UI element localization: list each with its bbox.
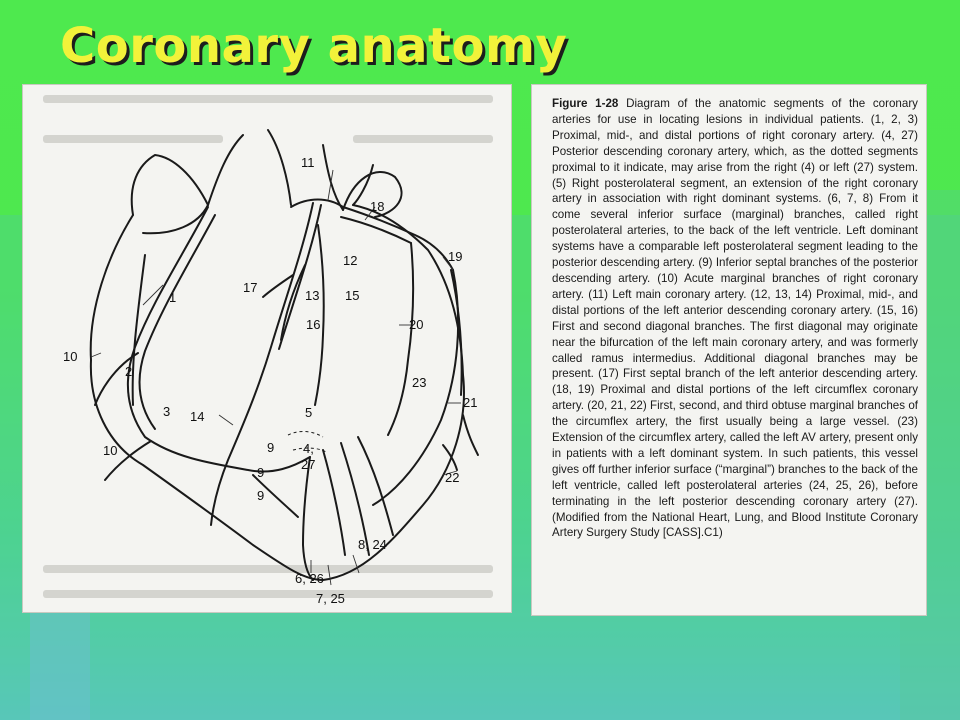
vessel-contour-right (463, 415, 478, 455)
first-diagonal (315, 225, 324, 405)
label-19: 19 (448, 249, 463, 264)
figure-caption (552, 96, 918, 541)
label-11: 11 (301, 155, 315, 170)
caption-text: Diagram of the anatomic segments of the coronary arteries for use in locating lesions in individual patients. (1, 2, 3) Proximal, mid-, and distal portions of right coronary artery. (4, 27) Posterior descending coronary artery, which, as the dotted segments proximal to it indicate, may arise from the right (4) or left (27) system. (5) Right posterolateral segment, an extension of the right coronary artery in association with right dominant systems. (6, 7, 8) From it come several inferior surface (marginal) branches, called right posterolateral arteries, to the back of the left ventricle. Left dominant systems have a comparable left posterolateral segment leading to the posterior descending artery. (9) Inferior septal branches of the posterior descending artery. (10) Acute marginal branches of right coronary artery. (11) Left main coronary artery. (12, 13, 14) Proximal, mid-, and distal portions of the left anterior descending coronary artery. (15, 16) First and second diagonal branches. The first diagonal may originate near the bifurcation of the left main coronary artery, and was formerly called ramus intermedius. Additional diagonal branches may be present. (17) First septal branch of the left anterior descending artery. (18, 19) Proximal and distal portions of the left circumflex coronary artery. (20, 21, 22) First, second, and third obtuse marginal branches of the circumflex artery, the first usually being a large vessel. (23) Extension of the circumflex artery, called the left AV artery, present only in patients with a left dominant system. In such patients, this vessel gives off further inferior surface (“marginal”) branches to the back of the left ventricle, called left posterolateral arteries (24, 25, 26), before terminating in the left posterior descending coronary artery (27). (Modified from the National Heart, Lung, and Blood Institute Coronary Artery Surgery Study [CASS].C1) (552, 97, 918, 540)
label-20: 20 (409, 317, 424, 332)
label-6-26: 6, 26 (295, 571, 324, 586)
label-9-middle: 9 (257, 465, 265, 480)
left-circumflex-inner (341, 217, 411, 243)
label-2: 2 (125, 364, 133, 379)
label-8-24: 8, 24 (358, 537, 387, 552)
label-18: 18 (370, 199, 385, 214)
label-3: 3 (163, 404, 171, 419)
slide-title: Coronary anatomy (60, 18, 568, 74)
label-27: 27 (301, 457, 316, 472)
obtuse-marginal-1 (388, 243, 413, 435)
leader-line-10 (91, 353, 101, 357)
caption-panel (532, 85, 926, 615)
label-1: 1 (169, 290, 177, 305)
leader-line-7 (328, 565, 331, 585)
coronary-diagram (23, 85, 511, 612)
label-12: 12 (343, 253, 358, 268)
label-9-lower: 9 (257, 488, 265, 503)
label-5: 5 (305, 405, 313, 420)
label-15: 15 (345, 288, 360, 303)
label-7-25: 7, 25 (316, 591, 345, 606)
posterolateral-branch-3 (358, 437, 393, 535)
figure-panel (23, 85, 511, 612)
background-accent-left (30, 600, 90, 720)
label-10-upper: 10 (63, 349, 78, 364)
posterolateral-branch-1 (323, 450, 345, 555)
label-14: 14 (190, 409, 205, 424)
label-16: 16 (306, 317, 321, 332)
left-main-artery (291, 200, 343, 208)
posterior-descending (301, 457, 316, 580)
right-coronary-artery-inner (140, 215, 215, 429)
label-22: 22 (445, 470, 460, 485)
label-4: 4, (303, 441, 314, 456)
label-17: 17 (243, 280, 258, 295)
leader-line-14 (219, 415, 233, 425)
dotted-origin-segment (288, 431, 323, 437)
left-circumflex (343, 207, 453, 270)
figure-number: Figure 1-28 (552, 97, 619, 110)
label-9-upper: 9 (267, 440, 275, 455)
label-23: 23 (412, 375, 427, 390)
right-atrium-appendage (132, 155, 208, 233)
label-13: 13 (305, 288, 320, 303)
label-21: 21 (463, 395, 478, 410)
aorta (208, 130, 291, 205)
heart-outline (91, 205, 464, 580)
label-10-lower: 10 (103, 443, 118, 458)
